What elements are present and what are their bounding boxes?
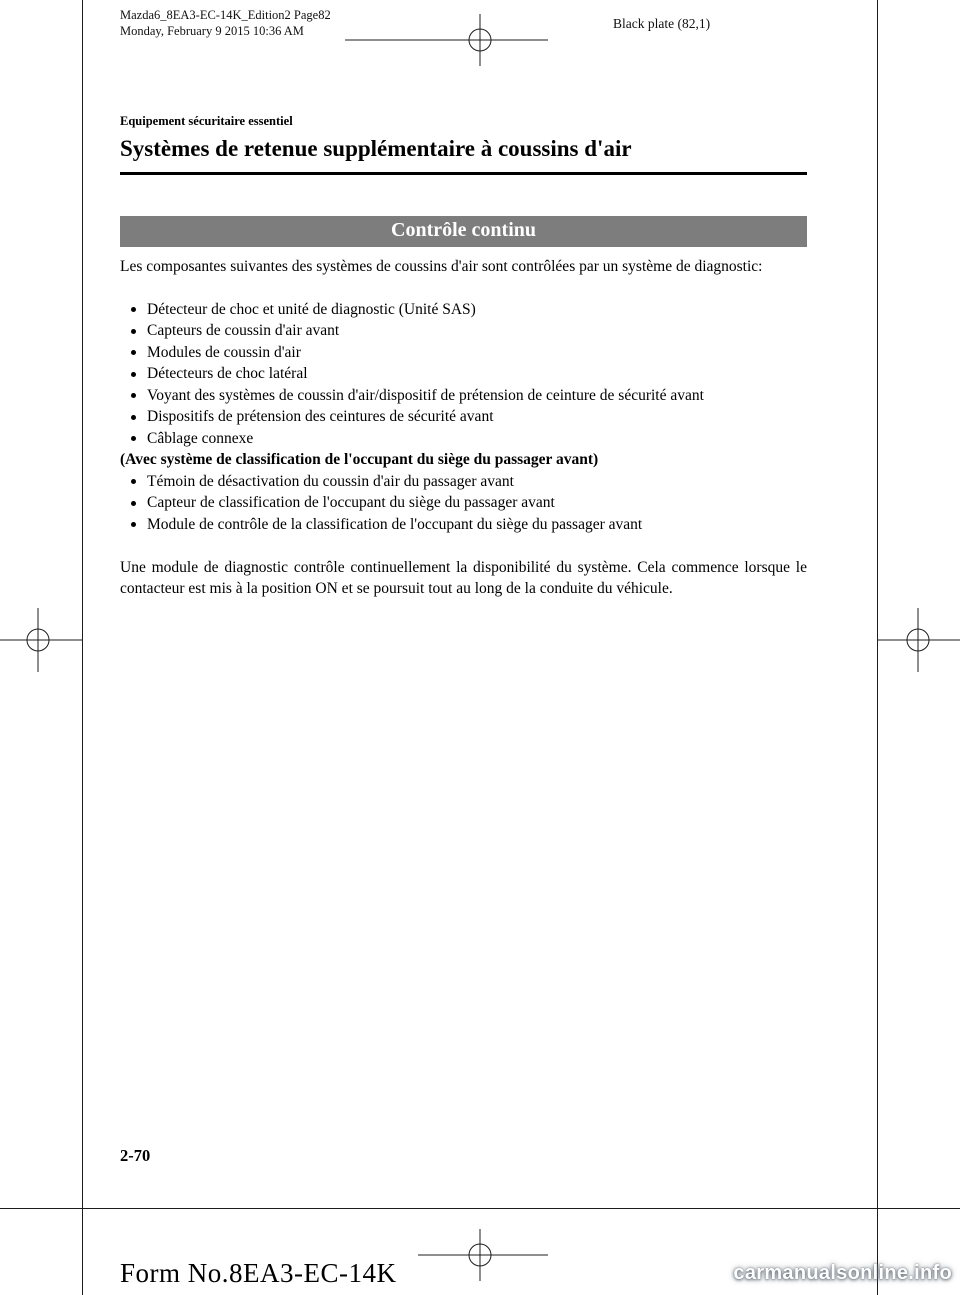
list-item <box>120 320 807 342</box>
bullet-icon <box>131 372 136 377</box>
title-divider <box>120 172 807 175</box>
bullet-icon <box>131 350 136 355</box>
bullet-icon <box>131 329 136 334</box>
closing-paragraph: Une module de diagnostic contrôle continuellement la disponibilité du système. Cela commence lorsque le contacteur est mis à la position ON et se poursuit tout au long de la conduite du véhicule. <box>120 558 807 597</box>
page-title: Systèmes de retenue supplémentaire à coussins d'air <box>120 136 632 161</box>
crop-line-left <box>82 0 83 1295</box>
bullet-icon <box>131 501 136 506</box>
list-item <box>120 385 807 407</box>
list-item-text: Câblage connexe <box>147 429 254 447</box>
section-banner <box>120 216 807 247</box>
list-item-text: Voyant des systèmes de coussin d'air/dispositif de prétension de ceinture de sécurité avant <box>147 386 704 404</box>
occupant-classification-subheading: (Avec système de classification de l'occupant du siège du passager avant) <box>120 451 599 468</box>
list-item <box>120 342 807 364</box>
registration-mark-right-icon <box>878 608 960 672</box>
crop-line-bottom <box>0 1208 960 1209</box>
print-job-info-line-2: Monday, February 9 2015 10:36 AM <box>120 24 304 38</box>
section-banner-label: Contrôle continu <box>391 219 536 241</box>
list-item-text: Capteur de classification de l'occupant du siège du passager avant <box>147 494 555 511</box>
bullet-icon <box>131 522 136 527</box>
components-bullet-list <box>120 299 807 450</box>
list-item <box>120 406 807 428</box>
registration-mark-left-icon <box>0 608 82 672</box>
list-item-text: Détecteur de choc et unité de diagnostic (Unité SAS) <box>147 300 476 318</box>
list-item <box>120 471 807 493</box>
print-job-info <box>120 7 331 39</box>
registration-mark-bottom-icon <box>418 1229 548 1281</box>
list-item-text: Modules de coussin d'air <box>147 343 301 361</box>
black-plate-label: Black plate (82,1) <box>613 16 711 31</box>
form-number: Form No.8EA3-EC-14K <box>120 1258 397 1288</box>
intro-paragraph: Les composantes suivantes des systèmes de coussins d'air sont contrôlées par un système de diagnostic: <box>120 257 763 275</box>
list-item <box>120 428 807 450</box>
list-item-text: Capteurs de coussin d'air avant <box>147 322 340 339</box>
list-item-text: Détecteurs de choc latéral <box>147 365 308 382</box>
page-number: 2-70 <box>120 1146 151 1165</box>
content-column <box>120 114 807 600</box>
bullet-icon <box>131 479 136 484</box>
list-item <box>120 492 807 514</box>
bullet-icon <box>131 393 136 398</box>
list-item-text: Module de contrôle de la classification de l'occupant du siège du passager avant <box>147 515 643 533</box>
list-item-text: Témoin de désactivation du coussin d'air du passager avant <box>147 472 514 490</box>
bullet-icon <box>131 415 136 420</box>
list-item <box>120 363 807 385</box>
print-job-info-line-1: Mazda6_8EA3-EC-14K_Edition2 Page82 <box>120 8 331 22</box>
section-label: Equipement sécuritaire essentiel <box>120 114 293 128</box>
bullet-icon <box>131 436 136 441</box>
registration-mark-top-icon <box>345 14 548 66</box>
watermark: carmanualsonline.info <box>733 1262 952 1284</box>
bullet-icon <box>131 307 136 312</box>
occupant-classification-bullet-list <box>120 471 807 536</box>
list-item-text: Dispositifs de prétension des ceintures de sécurité avant <box>147 408 494 425</box>
list-item <box>120 299 807 321</box>
list-item <box>120 514 807 536</box>
